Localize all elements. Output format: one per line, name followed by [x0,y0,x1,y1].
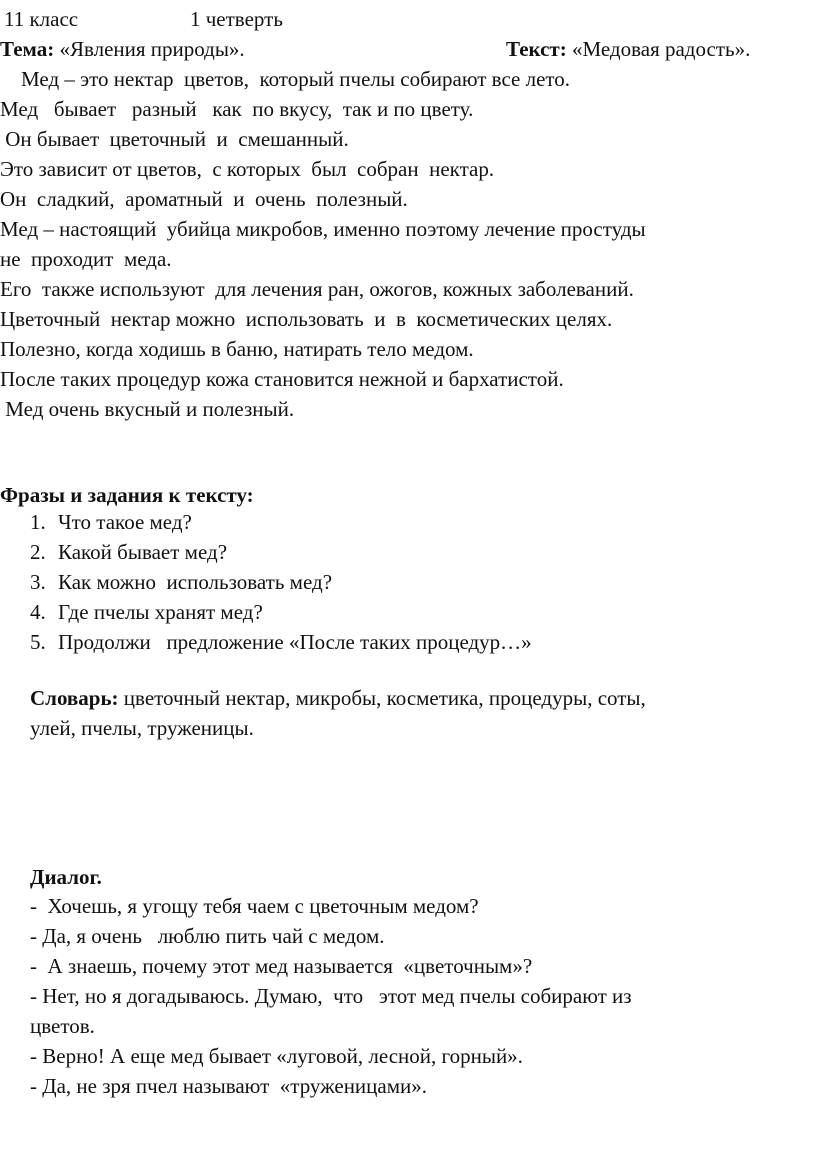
item-number: 5. [30,630,46,654]
item-number: 4. [30,600,46,624]
vocabulary-words: цветочный нектар, микробы, косметика, процедуры, соты, [118,686,646,710]
vocabulary-label: Словарь: [30,686,119,710]
text-line: Цветочный нектар можно использовать и в косметических целях. [0,307,613,331]
topic-value: «Явления природы». [54,37,245,61]
text-line: Он сладкий, ароматный и очень полезный. [0,187,408,211]
topic-line [0,34,245,64]
text-line: Мед бывает разный как по вкусу, так и по цвету. [0,97,474,121]
topic-label: Тема: [0,37,55,61]
text-line: не проходит меда. [0,247,172,271]
text-line: Он бывает цветочный и смешанный. [0,127,349,151]
item-number: 1. [30,510,46,534]
item-text: Где пчелы хранят мед? [58,600,263,624]
text-title-line [506,34,750,64]
item-text: Что такое мед? [58,510,192,534]
item-number: 3. [30,570,46,594]
vocabulary-line-2: улей, пчелы, труженицы. [30,716,254,740]
tasks-heading: Фразы и задания к тексту: [0,483,254,507]
quarter-label: 1 четверть [190,7,283,31]
text-line: Мед – это нектар цветов, который пчелы собирают все лето. [0,67,571,91]
text-line: Мед очень вкусный и полезный. [0,397,295,421]
dialog-line: - Нет, но я догадываюсь. Думаю, что этот мед пчелы собирают из [30,984,632,1008]
text-line: После таких процедур кожа становится нежной и бархатистой. [0,367,564,391]
text-line: Полезно, когда ходишь в баню, натирать тело медом. [0,337,474,361]
item-text: Как можно использовать мед? [58,570,333,594]
vocabulary-line-1 [30,683,646,713]
text-line: Его также используют для лечения ран, ожогов, кожных заболеваний. [0,277,634,301]
dialog-line: - Да, не зря пчел называют «труженицами». [30,1074,428,1098]
text-line: Это зависит от цветов, с которых был собран нектар. [0,157,495,181]
text-line: Мед – настоящий убийца микробов, именно поэтому лечение простуды [0,217,646,241]
item-text: Продолжи предложение «После таких процедур…» [58,630,532,654]
text-label: Текст: [506,37,567,61]
text-value: «Медовая радость». [566,37,751,61]
item-number: 2. [30,540,46,564]
dialog-line: - А знаешь, почему этот мед называется «цветочным»? [30,954,533,978]
grade-label: 11 класс [4,7,79,31]
dialog-line: - Верно! А еще мед бывает «луговой, лесной, горный». [30,1044,523,1068]
dialog-heading: Диалог. [30,865,102,889]
dialog-line: цветов. [30,1014,95,1038]
dialog-line: - Да, я очень люблю пить чай с медом. [30,924,385,948]
item-text: Какой бывает мед? [58,540,228,564]
dialog-line: - Хочешь, я угощу тебя чаем с цветочным медом? [30,894,479,918]
